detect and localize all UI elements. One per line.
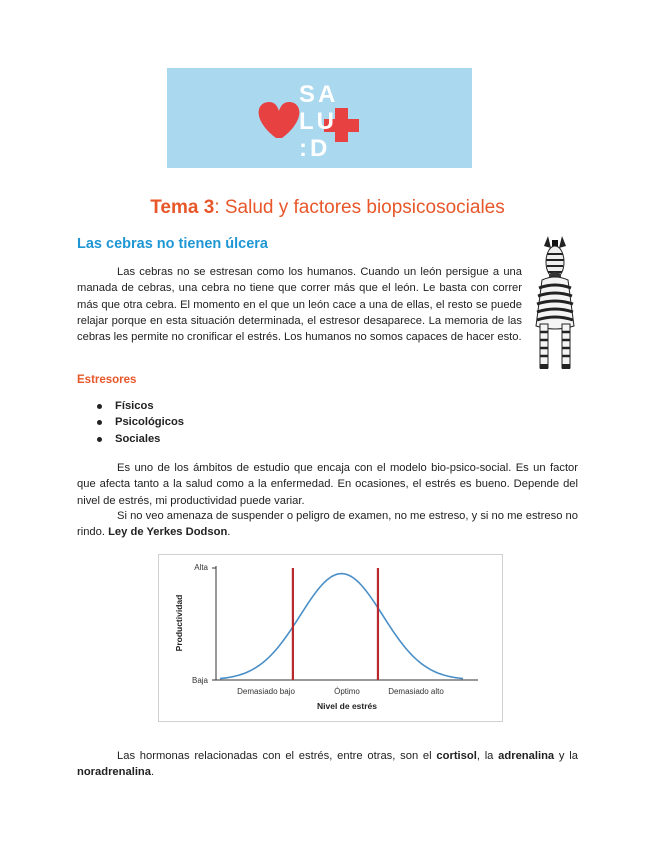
estresores-list [77, 398, 184, 447]
salud-logo [167, 68, 472, 168]
y-tick-label: Baja [191, 676, 208, 685]
bullet-icon [97, 420, 102, 425]
paragraph-estres: Es uno de los ámbitos de estudio que encaja con el modelo bio-psico-social. Es un factor que afecta tanto a la salud como a la enfermedad. En ocasiones, el estrés es bueno. Depende del nivel de estrés, mi productividad puede variar. [77, 462, 578, 507]
paragraph-yerkes: Si no veo amenaza de suspender o peligro de examen, no me estreso, y si no me estreso no rindo. Ley de Yerkes Dodson. [77, 510, 578, 539]
bullet-icon [97, 404, 102, 409]
section-heading-cebras: Las cebras no tienen úlcera [77, 236, 268, 252]
list-item: Psicológicos [77, 414, 184, 430]
chart-frame [159, 555, 503, 722]
y-tick-label: Alta [194, 563, 208, 572]
header-banner [167, 68, 472, 168]
paragraph-hormonas: Las hormonas relacionadas con el estrés, entre otras, son el cortisol, la adrenalina y la noradrenalina. [77, 750, 578, 779]
heart-icon [259, 102, 300, 138]
title-rest: : Salud y factores biopsicosociales [214, 197, 505, 218]
x-tick-label: Demasiado bajo [237, 687, 295, 696]
x-tick-label: Óptimo [334, 687, 360, 696]
logo-line3: :D [299, 135, 331, 162]
x-tick-label: Demasiado alto [388, 687, 444, 696]
y-axis-label: Productividad [174, 594, 184, 652]
list-item: Físicos [77, 398, 184, 414]
x-axis-label: Nivel de estrés [316, 701, 378, 711]
bullet-icon [97, 437, 102, 442]
section-heading-estresores: Estresores [77, 374, 137, 386]
yerkes-dodson-law: Ley de Yerkes Dodson [108, 526, 228, 539]
logo-line1: SA [299, 81, 339, 108]
list-item: Sociales [77, 431, 184, 447]
zebra-illustration [530, 236, 580, 370]
yerkes-dodson-chart [158, 554, 503, 722]
title-prefix: Tema 3 [150, 197, 215, 218]
page-title [0, 197, 655, 219]
logo-line2: LU [299, 108, 337, 135]
paragraph-cebras: Las cebras no se estresan como los humanos. Cuando un león persigue a una manada de cebras, una cebra no tiene que correr más que el león. Le basta con correr más que otra cebra. El momento en el que un león cace a una de ellas, el resto se puede relajar porque en esta situación determinada, el estresor desaparece. La memoria de las cebras les permite no cronificar el estrés. Los humanos no somos capaces de hacer esto. [77, 266, 522, 344]
